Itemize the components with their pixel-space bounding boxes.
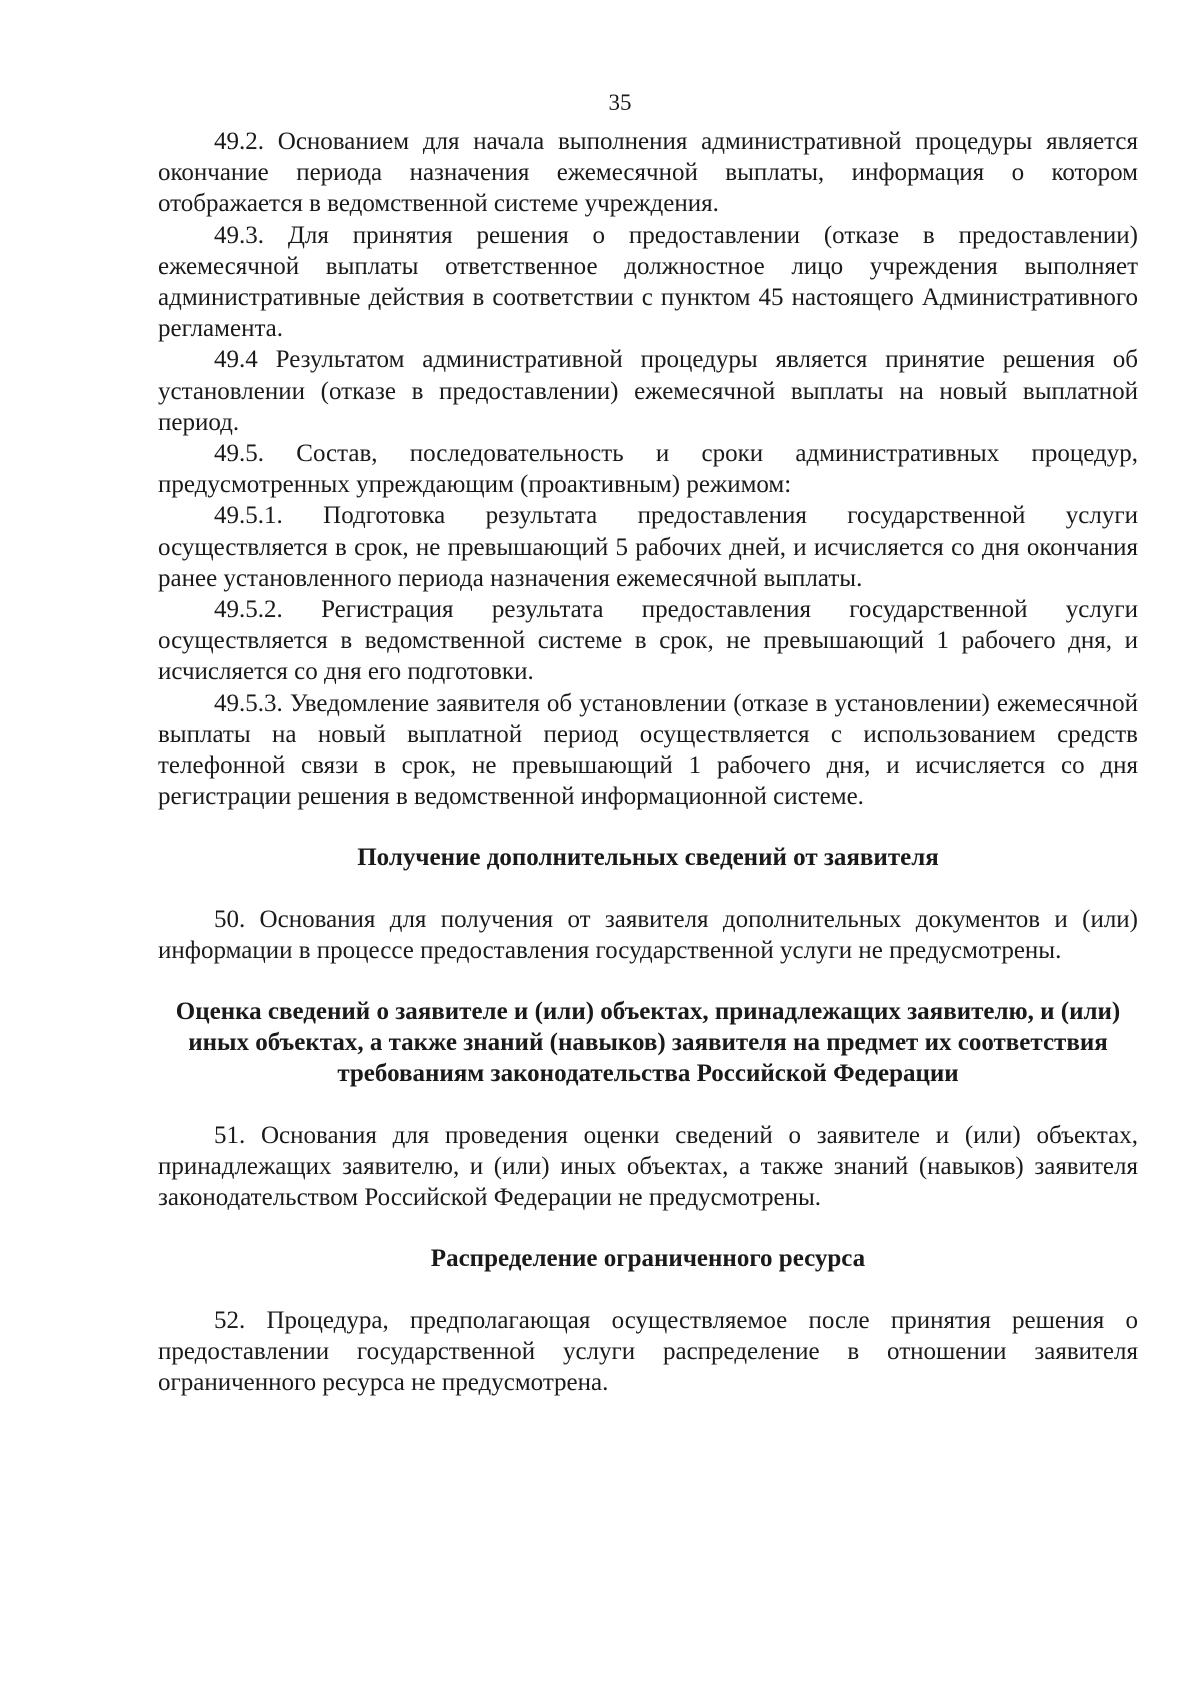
paragraph-49-5-1: 49.5.1. Подготовка результата предоставления государственной услуги осуществляется в срок, не превышающий 5 рабочих дней, и исчисляется со дня окончания ранее установленного периода назначения ежемесячной выплаты.: [158, 502, 1138, 592]
paragraph-49-5: 49.5. Состав, последовательность и сроки административных процедур, предусмотренных упреждающим (проактивным) режимом:: [158, 440, 1138, 499]
spacer: [158, 1213, 1138, 1243]
page-number: 35: [608, 90, 632, 115]
paragraph-49-5-2: 49.5.2. Регистрация результата предоставления государственной услуги осуществляется в ведомственной системе в срок, не превышающий 1 рабочего дня, и исчисляется со дня его подготовки.: [158, 596, 1138, 686]
spacer: [158, 966, 1138, 996]
spacer: [158, 1090, 1138, 1120]
section-heading-additional-info: Получение дополнительных сведений от заявителя: [357, 844, 939, 872]
document-body: [158, 126, 1138, 1398]
paragraph-50: 50. Основания для получения от заявителя дополнительных документов и (или) информации в процессе предоставления государственной услуги не предусмотрены.: [158, 905, 1138, 964]
paragraph-49-2: 49.2. Основанием для начала выполнения административной процедуры является окончание периода назначения ежемесячной выплаты, информация о котором отображается в ведомственной системе учреждения.: [158, 128, 1138, 218]
paragraph-49-4: 49.4 Результатом административной процедуры является принятие решения об установлении (отказе в предоставлении) ежемесячной выплаты на новый выплатной период.: [158, 346, 1138, 436]
paragraph-49-5-3: 49.5.3. Уведомление заявителя об установлении (отказе в установлении) ежемесячной выплаты на новый выплатной период осуществляется с использованием средств телефонной связи в срок, не превышающий 1 рабочего дня, и исчисляется со дня регистрации решения в ведомственной информационной системе.: [158, 689, 1138, 811]
paragraph-49-3: 49.3. Для принятия решения о предоставлении (отказе в предоставлении) ежемесячной выплаты ответственное должностное лицо учреждения выполняет административные действия в соответствии с пунктом 45 настоящего Административного регламента.: [158, 221, 1138, 343]
section-heading-limited-resource: Распределение ограниченного ресурса: [430, 1245, 866, 1273]
paragraph-51: 51. Основания для проведения оценки сведений о заявителе и (или) объектах, принадлежащих заявителю, и (или) иных объектах, а также знаний (навыков) заявителя законодательством Российской Федерации не предусмотрены.: [158, 1121, 1138, 1212]
spacer: [158, 1275, 1138, 1305]
section-heading-applicant-assessment: Оценка сведений о заявителе и (или) объектах, принадлежащих заявителю, и (или) иных объектах, а также знаний (навыков) заявителя на предмет их соответствия требованиям законодательства Российской Федерации: [175, 998, 1121, 1088]
spacer: [158, 812, 1138, 842]
spacer: [158, 874, 1138, 904]
paragraph-52: 52. Процедура, предполагающая осуществляемое после принятия решения о предоставлении государственной услуги распределение в отношении заявителя ограниченного ресурса не предусмотрена.: [158, 1306, 1138, 1396]
